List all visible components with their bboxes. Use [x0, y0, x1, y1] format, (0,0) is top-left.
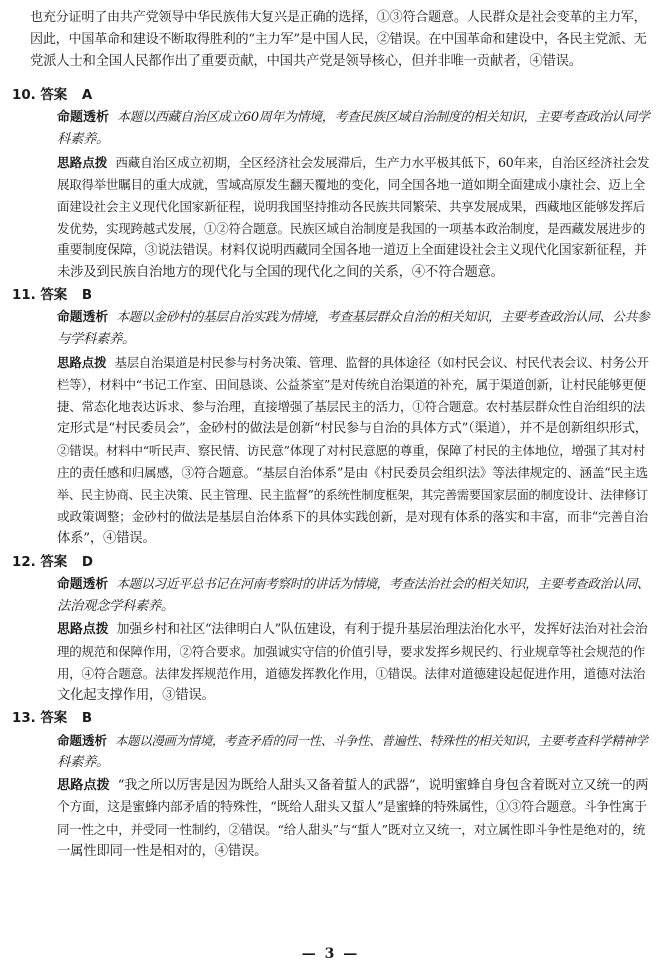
answer-value: A: [81, 88, 93, 103]
hint-label: 思路点拨: [57, 778, 110, 793]
hint-line: 栏等），材料中“书记工作室、田间恳谈、公益茶室”是对传统自治渠道的补充，属于渠道创新，让村民能够更便: [57, 377, 646, 392]
hint-line: 捷、常态化地表达诉求、参与治理，直接增强了基层民主的活力，①符合题意。农村基层群众性自治组织的法: [57, 399, 646, 414]
hint-text: 基层自治渠道是村民参与村务决策、管理、监督的具体途径（如村民会议、村民代表会议、村务公开: [114, 355, 649, 370]
hint-line: 展取得举世瞩目的重大成就，雪域高原发生翻天覆地的变化，同全国各地一道如期全面建成小康社会、迈上全: [57, 177, 646, 192]
hint-line: [57, 155, 649, 171]
answer-line: [12, 555, 93, 571]
hint-label: 思路点拨: [57, 622, 109, 637]
answer-line: [12, 711, 92, 727]
answer-line: [12, 288, 92, 304]
analysis-line: [57, 110, 649, 126]
hint-line: [57, 622, 648, 638]
hint-line: 发优势，实现跨越式发展，①②符合题意。民族区域自治制度是我国的一项基本政治制度，是西藏发展进步的: [57, 221, 646, 236]
analysis-label: 命题透析: [57, 733, 108, 748]
answer-label: 答案: [40, 88, 68, 103]
question-number: 13.: [12, 711, 36, 726]
page-number: — 3 —: [301, 946, 360, 962]
hint-line: 重要制度保障，③说法错误。材料仅说明西藏同全国各地一道迈上全面建设社会主义现代化国家新征程，并: [57, 243, 647, 258]
hint-line: 理的规范和保障作用，②符合要求。加强诚实守信的价值引导，要求发挥乡规民约、行业规章等社会规范的作: [57, 644, 646, 659]
analysis-line: [57, 577, 649, 593]
hint-line: 个方面，这是蜜蜂内部矛盾的特殊性，“既给人甜头又蜇人”是蜜蜂的特殊属性，①③符合题意。斗争性寓于: [57, 800, 647, 815]
analysis-line: 科素养。: [57, 132, 109, 147]
answer-label: 答案: [40, 711, 68, 726]
hint-line: 庄的责任感和归属感，③符合题意。“基层自治体系”是由《村民委员会组织法》等法律规定的、涵盖“民主选: [57, 465, 648, 480]
hint-line: 定形式是“村民委员会”，金砂村的做法是创新“村民参与自治的具体方式”（渠道），并不是创新组织形式，: [57, 421, 648, 436]
analysis-line: 科素养。: [57, 755, 109, 770]
analysis-line: [57, 733, 647, 749]
answer-label: 答案: [40, 288, 68, 303]
hint-text: 西藏自治区成立初期，全区经济社会发展滞后，生产力水平极其低下，60年来，自治区经济社会发: [115, 155, 650, 170]
intro-line: 也充分证明了由共产党领导中华民族伟大复兴是正确的选择，①③符合题意。人民群众是社会变革的主力军，: [30, 10, 647, 25]
hint-text: “我之所以厉害是因为既给人甜头又备着蜇人的武器”，说明蜜蜂自身包含着既对立又统一的两: [117, 778, 649, 793]
question-number: 10.: [12, 88, 36, 103]
analysis-line: [57, 310, 649, 326]
analysis-text: 本题以漫画为情境，考查矛盾的同一性、斗争性、普遍性、特殊性的相关知识，主要考查科学精神学: [115, 733, 648, 748]
answer-value: B: [81, 711, 93, 726]
hint-line: 一属性即同一性是相对的，④错误。: [57, 844, 268, 859]
question-number: 12.: [12, 555, 36, 570]
hint-line: 举、民主协商、民主决策、民主管理、民主监督”的系统性制度框架，其完善需要国家层面的制度设计、法律修订: [57, 488, 648, 502]
answer-value: D: [81, 555, 93, 570]
hint-label: 思路点拨: [57, 155, 108, 170]
hint-line: 面建设社会主义现代化国家新征程，说明我国坚持推动各民族共同繁荣、共享发展成果，西藏地区能够发挥后: [57, 199, 646, 214]
hint-line: ②错误。材料中“听民声、察民情、访民意”体现了对村民意愿的尊重，保障了村民的主体地位，增强了其对村: [57, 443, 646, 458]
answer-line: [12, 88, 92, 104]
hint-line: [57, 355, 649, 371]
analysis-line: 法治观念学科素养。: [57, 599, 174, 614]
question-number: 11.: [12, 288, 36, 303]
hint-label: 思路点拨: [57, 355, 107, 370]
hint-line: 同一性之中，并受同一性制约，②错误。“给人甜头”与“蜇人”既对立又统一，对立属性即斗争性是绝对的，统: [57, 822, 646, 837]
hint-line: 文化起支撑作用，③错误。: [57, 688, 215, 703]
hint-line: 体系”，④错误。: [57, 531, 156, 546]
hint-text: 加强乡村和社区“法律明白人”队伍建设，有利于提升基层治理法治化水平，发挥好法治对社会治: [116, 622, 648, 637]
intro-line: 因此，中国革命和建设不断取得胜利的“主力军”是中国人民，②错误。在中国革命和建设中，各民主党派、无: [30, 32, 647, 47]
answer-value: B: [81, 288, 93, 303]
hint-line: 或政策调整；金砂村的做法是基层自治体系下的具体实践创新，是对现有体系的落实和丰富，而非“完善自治: [57, 509, 648, 524]
analysis-text: 本题以习近平总书记在河南考察时的讲话为情境，考查法治社会的相关知识，主要考查政治认同、: [116, 577, 650, 592]
intro-line: 党派人士和全国人民都作出了重要贡献，中国共产党是领导核心，但并非唯一贡献者，④错误。: [30, 54, 582, 69]
analysis-label: 命题透析: [57, 310, 109, 325]
answer-label: 答案: [40, 555, 68, 570]
hint-line: 未涉及到民族自治地方的现代化与全国的现代化之间的关系，④不符合题意。: [57, 265, 504, 280]
hint-line: 用，④符合题意。法律发挥规范作用，道德发挥教化作用，①错误。法律对道德建设起促进作用，道德对法治: [57, 666, 646, 681]
analysis-line: 与学科素养。: [57, 332, 135, 347]
analysis-text: 本题以西藏自治区成立60周年为情境，考查民族区域自治制度的相关知识，主要考查政治认同学: [117, 110, 650, 125]
hint-line: [57, 778, 648, 794]
analysis-label: 命题透析: [57, 577, 109, 592]
analysis-label: 命题透析: [57, 110, 110, 125]
analysis-text: 本题以金砂村的基层自治实践为情境，考查基层群众自治的相关知识，主要考查政治认同、公共参: [116, 310, 650, 325]
